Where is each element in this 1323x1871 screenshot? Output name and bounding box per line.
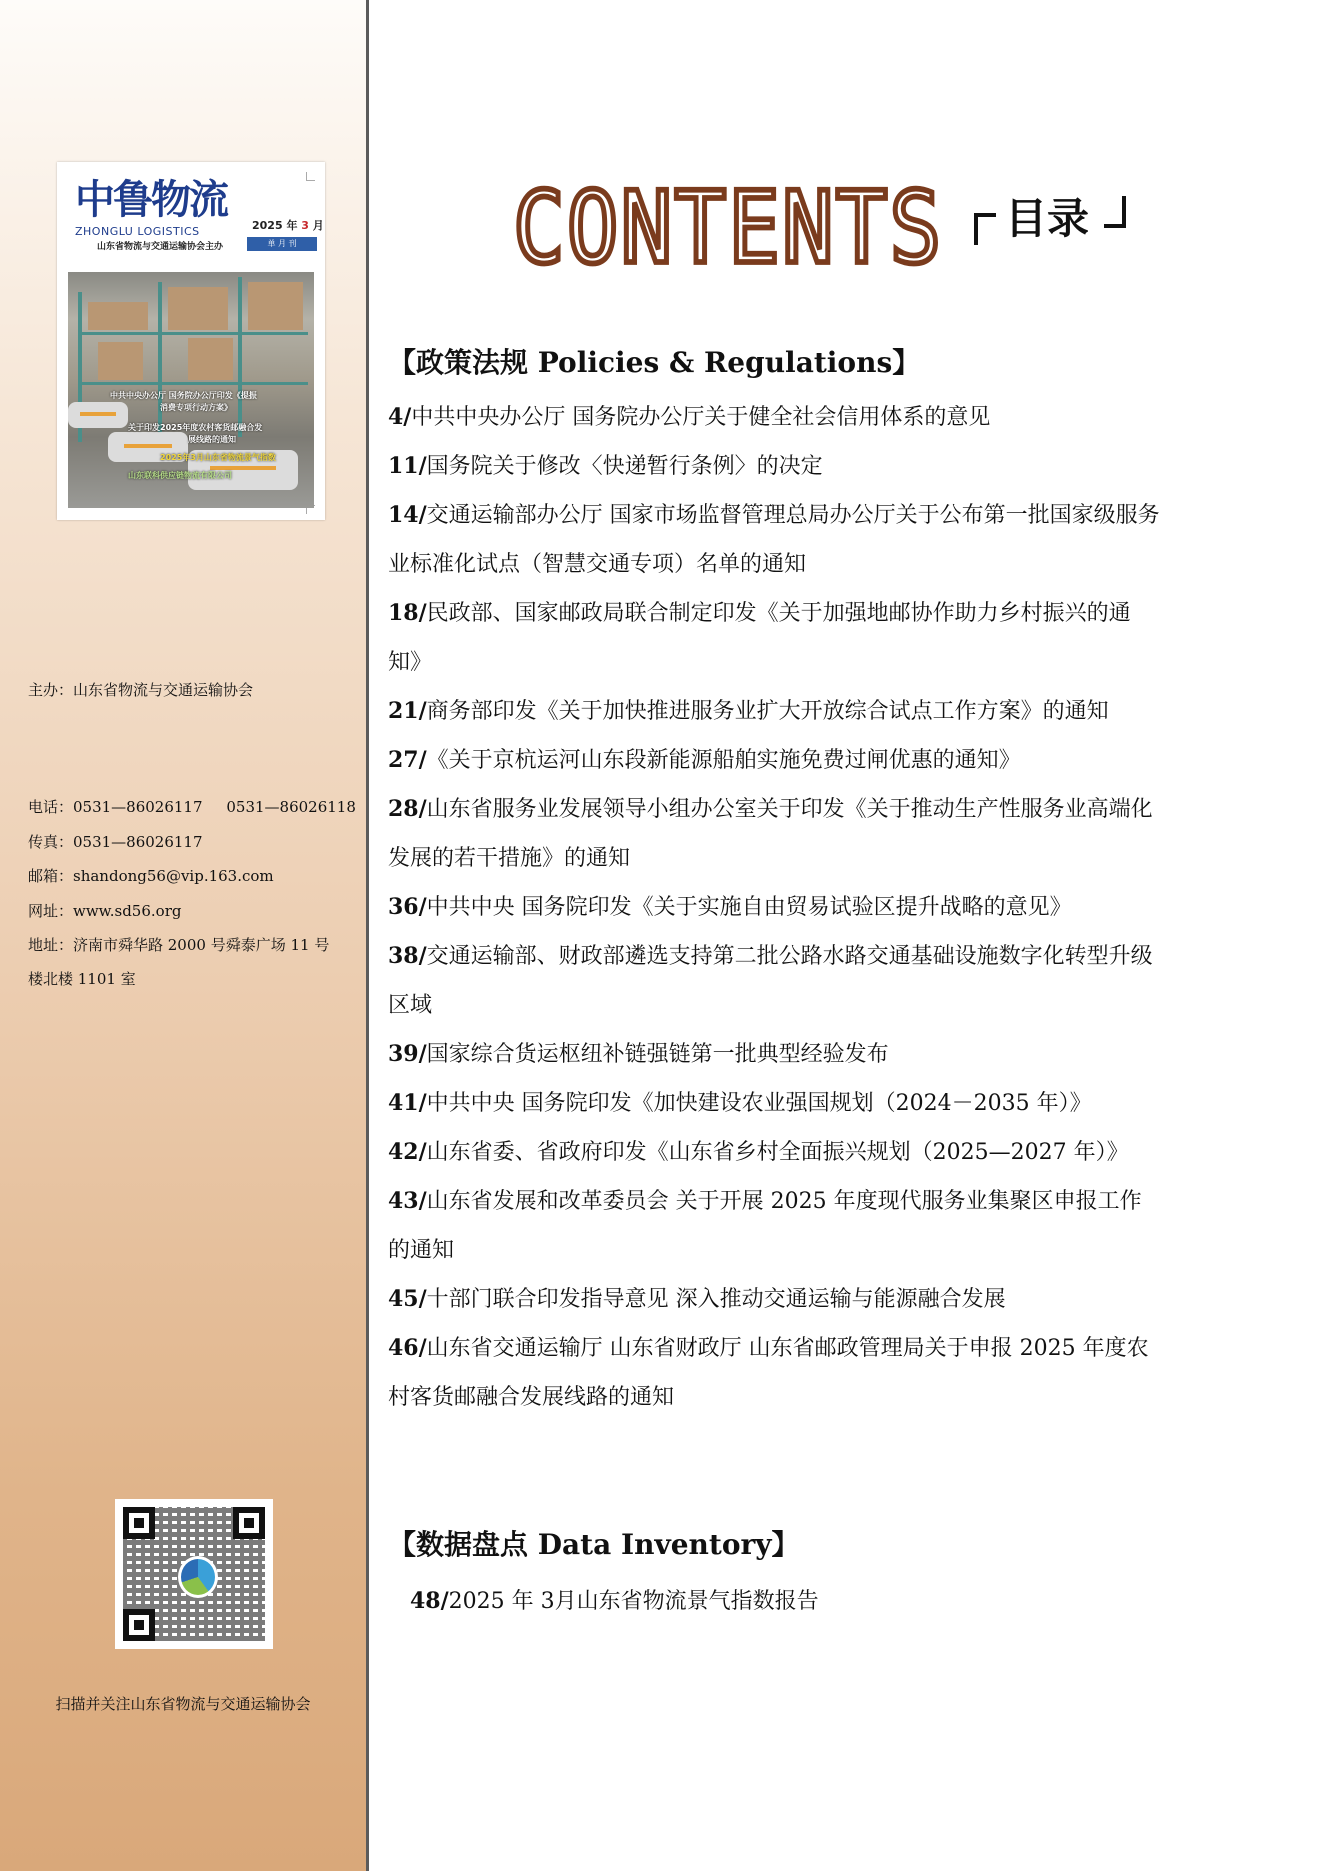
toc-entry[interactable] [388,1128,1163,1177]
toc-page: 48/ [410,1588,449,1614]
toc-entry[interactable] [388,442,1163,491]
qr-finder [123,1609,155,1641]
cover-headline: 关于印发2025年度农村客货邮融合发 [128,423,263,432]
toc-entry[interactable] [388,883,1163,932]
toc-entry[interactable] [388,1079,1163,1128]
toc-page: 38/ [388,943,427,969]
toc-entry[interactable] [388,932,1163,1030]
toc-page: 18/ [388,600,427,626]
toc-page: 43/ [388,1188,427,1214]
cover-logo-en: ZHONGLU LOGISTICS [75,225,200,238]
cover-logo [65,172,235,238]
qr-code[interactable] [115,1499,273,1649]
toc-entry[interactable] [388,1324,1163,1422]
cover-issue-date [252,217,324,233]
toc-page: 36/ [388,894,427,920]
toc-text: 山东省委、省政府印发《山东省乡村全面振兴规划（2025—2027 年）》 [426,1140,1129,1165]
toc-page: 4/ [388,404,412,430]
toc-entry-data[interactable] [410,1581,819,1622]
host-organization: 主办：山东省物流与交通运输协会 [28,681,254,699]
cover-headline: 中共中央办公厅 国务院办公厅印发《提振 [110,391,257,400]
toc-text: 民政部、国家邮政局联合制定印发《关于加强地邮协作助力乡村振兴的通知》 [388,601,1131,675]
toc-entry[interactable] [388,687,1163,736]
cover-headline: 山东联科供应链物流有限公司 [128,471,232,480]
toc-page: 45/ [388,1286,427,1312]
cover-date-month: 3 [301,219,309,232]
toc-entry[interactable] [388,1030,1163,1079]
toc-entry[interactable] [388,491,1163,589]
phone-info: 电话：0531—86026117 0531—86026118 [28,798,356,816]
toc-text: 中共中央 国务院印发《关于实施自由贸易试验区提升战略的意见》 [426,895,1072,920]
cover-headline: 消费专项行动方案》 [160,403,232,412]
toc-page: 46/ [388,1335,427,1361]
toc-text: 国家综合货运枢纽补链强链第一批典型经验发布 [426,1042,889,1067]
cover-thumbnail[interactable] [57,162,325,520]
toc-page: 14/ [388,502,427,528]
cover-date-suffix: 月 [312,219,324,232]
toc-text: 山东省服务业发展领导小组办公室关于印发《关于推动生产性服务业高端化发展的若干措施》的通知 [388,797,1153,871]
cover-headline: 2025年3月山东省物流景气指数 [160,453,276,462]
table-of-contents [388,393,1163,1422]
toc-text: 交通运输部办公厅 国家市场监督管理总局办公厅关于公布第一批国家级服务业标准化试点（智慧交通专项）名单的通知 [388,503,1160,577]
toc-text: 2025 年 3月山东省物流景气指数报告 [448,1589,819,1614]
toc-text: 山东省交通运输厅 山东省财政厅 山东省邮政管理局关于申报 2025 年度农村客货邮融合发展线路的通知 [388,1336,1149,1410]
cover-date-year: 2025 年 [252,219,298,232]
toc-page: 27/ [388,747,427,773]
toc-entry[interactable] [388,1177,1163,1275]
toc-entry[interactable] [388,785,1163,883]
bracket-left-icon [974,213,996,245]
qr-logo-icon [178,1556,218,1598]
toc-page: 21/ [388,698,427,724]
bracket-right-icon [1104,196,1126,228]
cover-organizer: 山东省物流与交通运输协会主办 [97,242,224,252]
toc-entry[interactable] [388,589,1163,687]
address-info-cont: 楼北楼 1101 室 [28,970,136,988]
qr-caption: 扫描并关注山东省物流与交通运输协会 [55,1695,311,1713]
toc-page: 42/ [388,1139,427,1165]
cover-warehouse-photo [68,272,314,508]
toc-page: 39/ [388,1041,427,1067]
address-info: 地址：济南市舜华路 2000 号舜泰广场 11 号 [28,936,330,954]
toc-text: 中共中央 国务院印发《加快建设农业强国规划（2024－2035 年）》 [426,1091,1092,1116]
toc-text: 交通运输部、财政部遴选支持第二批公路水路交通基础设施数字化转型升级区域 [388,944,1153,1018]
qr-finder [233,1507,265,1539]
website-info[interactable]: 网址：www.sd56.org [28,902,182,920]
toc-page: 41/ [388,1090,427,1116]
toc-text: 《关于京杭运河山东段新能源船舶实施免费过闸优惠的通知》 [426,748,1021,773]
sidebar-divider [366,0,369,1871]
toc-entry[interactable] [388,736,1163,785]
fax-info: 传真：0531—86026117 [28,833,203,851]
cover-headline: 展线路的通知 [188,435,236,444]
toc-page: 28/ [388,796,427,822]
toc-text: 十部门联合印发指导意见 深入推动交通运输与能源融合发展 [426,1287,1006,1312]
contents-heading: CONTENTS [513,171,944,287]
toc-page: 11/ [388,453,427,479]
toc-text: 商务部印发《关于加快推进服务业扩大开放综合试点工作方案》的通知 [426,699,1109,724]
toc-entry[interactable] [388,1275,1163,1324]
toc-text: 国务院关于修改〈快递暂行条例〉的决定 [426,454,823,479]
section-title-policies: 【政策法规 Policies & Regulations】 [388,346,921,379]
toc-text: 中共中央办公厅 国务院办公厅关于健全社会信用体系的意见 [411,405,991,430]
section-title-data: 【数据盘点 Data Inventory】 [388,1528,800,1561]
toc-entry[interactable] [388,393,1163,442]
mulu-heading: 目录 [1005,194,1090,243]
crop-mark [306,172,315,181]
cover-logo-cn: 中鲁物流 [75,176,227,223]
email-info[interactable]: 邮箱：shandong56@vip.163.com [28,867,274,885]
cover-frequency-badge: 单 月 刊 [247,237,317,251]
qr-finder [123,1507,155,1539]
toc-text: 山东省发展和改革委员会 关于开展 2025 年度现代服务业集聚区申报工作的通知 [388,1189,1142,1263]
